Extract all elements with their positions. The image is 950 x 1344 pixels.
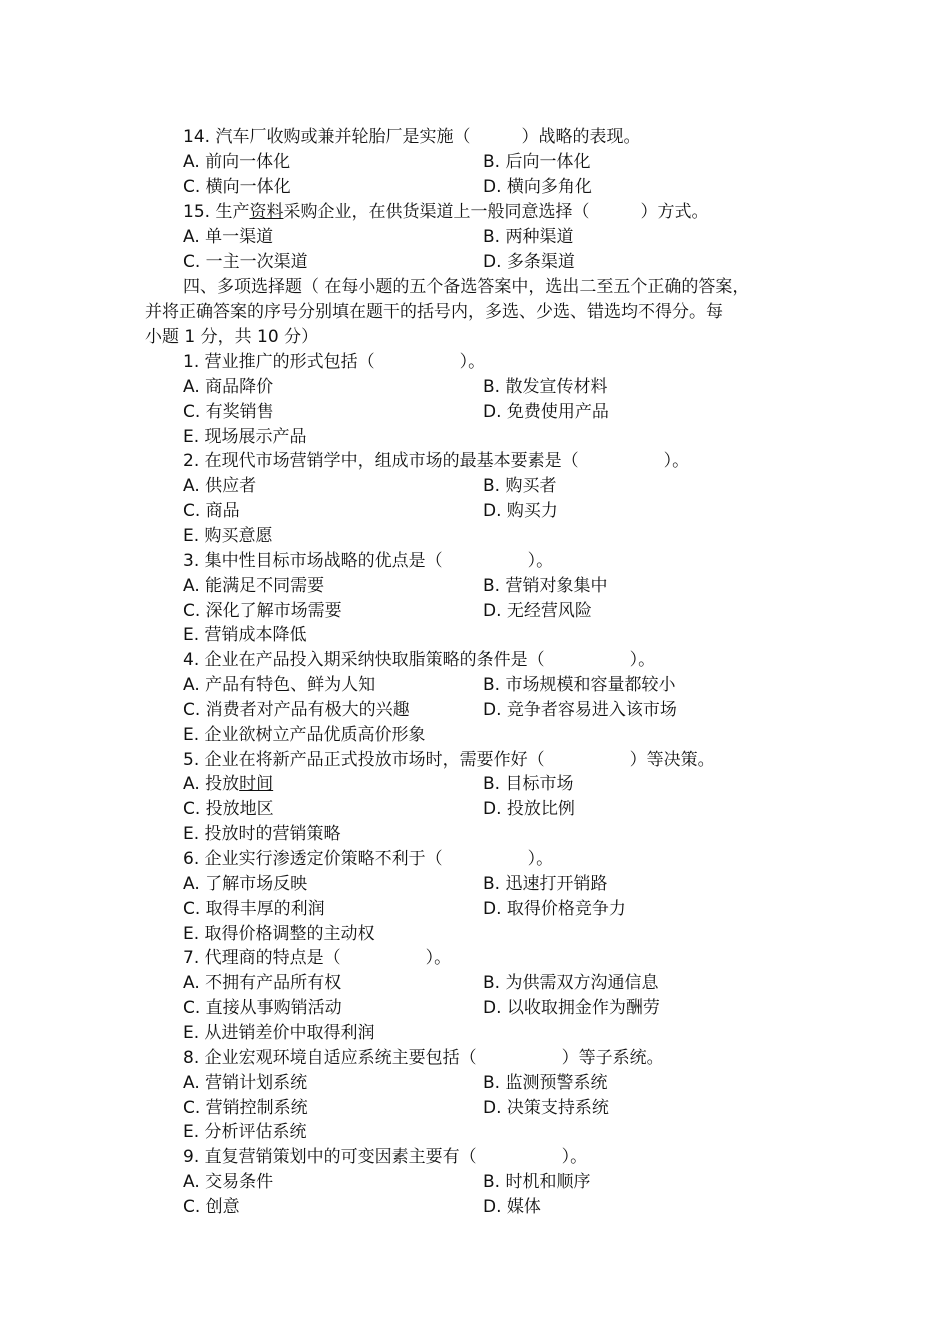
multi-question-3-option-d: D. 无经营风险 <box>483 600 592 621</box>
multi-question-5-option-e: E. 投放时的营销策略 <box>183 824 341 845</box>
multi-question-8-option-e: E. 分析评估系统 <box>183 1122 307 1143</box>
multi-question-9-option-a: A. 交易条件 <box>183 1172 274 1193</box>
multi-question-4-options-row <box>183 673 823 698</box>
multi-question-4-option-e: E. 企业欲树立产品优质高价形象 <box>183 724 426 745</box>
multi-question-1-options-row <box>183 425 823 450</box>
multi-question-2-option-d: D. 购买力 <box>483 501 558 522</box>
multi-question-4-options-row <box>183 723 823 748</box>
multi-question-2-option-c: C. 商品 <box>183 501 240 522</box>
multi-question-2-options-row <box>183 474 823 499</box>
section-4-heading-line-3: 小题 1 分，共 10 分） <box>145 327 319 347</box>
multi-question-8-options-row <box>183 1120 823 1145</box>
multi-question-1-options-row <box>183 400 823 425</box>
question-14-option-b: B. 后向一体化 <box>483 152 591 172</box>
multi-question-1-option-a: A. 商品降价 <box>183 376 274 397</box>
multi-question-3-options-row <box>183 599 823 624</box>
multi-question-5-options-row <box>183 797 823 822</box>
question-15-options-row-2 <box>183 250 823 275</box>
multi-question-6-option-b: B. 迅速打开销路 <box>483 873 608 894</box>
multi-question-7-options-row <box>183 1021 823 1046</box>
multi-question-6-option-d: D. 取得价格竞争力 <box>483 898 626 919</box>
multi-question-3-stem: 3. 集中性目标市场战略的优点是（ ）。 <box>183 550 554 571</box>
question-14-option-c: C. 横向一体化 <box>183 177 291 197</box>
multi-question-8-option-c: C. 营销控制系统 <box>183 1097 308 1118</box>
question-14-options-row-1 <box>183 150 823 175</box>
multi-question-2-options-row <box>183 524 823 549</box>
multi-question-9-option-b: B. 时机和顺序 <box>483 1172 591 1193</box>
question-14-options-row-2 <box>183 175 823 200</box>
multi-question-5-option-b: B. 目标市场 <box>483 774 574 795</box>
multi-question-5-option-c: C. 投放地区 <box>183 799 274 820</box>
question-15-stem <box>183 200 823 225</box>
multi-question-3-option-e: E. 营销成本降低 <box>183 625 307 646</box>
multi-question-8-option-a: A. 营销计划系统 <box>183 1072 308 1093</box>
question-15-option-a: A. 单一渠道 <box>183 227 274 247</box>
multi-question-3-option-b: B. 营销对象集中 <box>483 575 608 596</box>
multi-question-8-stem: 8. 企业宏观环境自适应系统主要包括（ ）等子系统。 <box>183 1047 664 1068</box>
multi-question-7-option-a: A. 不拥有产品所有权 <box>183 973 342 994</box>
multi-question-8-options-row <box>183 1096 823 1121</box>
multi-question-7-options-row <box>183 971 823 996</box>
multi-question-7-options-row <box>183 996 823 1021</box>
question-14-option-a: A. 前向一体化 <box>183 152 291 172</box>
multi-question-1-options-row <box>183 375 823 400</box>
question-15-stem-after: 采购企业，在供货渠道上一般同意选择（ ）方式。 <box>283 202 709 222</box>
multi-question-5-option-a: A. 投放时间 <box>183 774 274 795</box>
multi-question-7-option-e: E. 从进销差价中取得利润 <box>183 1022 375 1043</box>
multi-question-6-options-row <box>183 897 823 922</box>
multi-question-3-option-a: A. 能满足不同需要 <box>183 575 325 596</box>
multi-question-6-stem: 6. 企业实行渗透定价策略不利于（ ）。 <box>183 849 554 869</box>
multi-question-4-option-d: D. 竞争者容易进入该市场 <box>483 699 677 720</box>
multi-question-6-option-c: C. 取得丰厚的利润 <box>183 898 325 919</box>
multi-question-6-options-row <box>183 922 823 947</box>
multi-question-1-option-b: B. 散发宣传材料 <box>483 376 608 397</box>
multi-question-7-option-c: C. 直接从事购销活动 <box>183 998 342 1019</box>
multi-question-6-options-row <box>183 872 823 897</box>
multi-question-3-options-row <box>183 623 823 648</box>
question-15-option-d: D. 多条渠道 <box>483 252 575 272</box>
multi-question-9-options-row <box>183 1170 823 1195</box>
multi-question-5-option-d: D. 投放比例 <box>483 799 575 820</box>
multi-question-9-stem: 9. 直复营销策划中的可变因素主要有（ ）。 <box>183 1147 588 1168</box>
multi-question-5-options-row <box>183 772 823 797</box>
multi-question-2-options-row <box>183 499 823 524</box>
multi-question-1-option-d: D. 免费使用产品 <box>483 401 609 422</box>
multi-question-9-options-row <box>183 1195 823 1220</box>
question-15-stem-underlined: 资料 <box>249 202 284 222</box>
section-4-heading-line-2: 并将正确答案的序号分别填在题干的括号内，多选、少选、错选均不得分。每 <box>145 302 723 322</box>
question-14-option-d: D. 横向多角化 <box>483 177 592 197</box>
multi-question-6-option-a: A. 了解市场反映 <box>183 873 308 894</box>
multi-question-4-option-a: A. 产品有特色、鲜为人知 <box>183 675 376 696</box>
multi-question-4-option-b: B. 市场规模和容量都较小 <box>483 675 676 696</box>
multi-question-7-stem: 7. 代理商的特点是（ ）。 <box>183 948 452 969</box>
multi-question-1-option-c: C. 有奖销售 <box>183 401 274 422</box>
question-15-stem-before: 15. 生产 <box>183 202 250 222</box>
section-4-heading-line-1: 四、多项选择题（ 在每小题的五个备选答案中，选出二至五个正确的答案， <box>183 277 750 297</box>
multi-question-8-option-b: B. 监测预警系统 <box>483 1072 608 1093</box>
multi-question-4-stem: 4. 企业在产品投入期采纳快取脂策略的条件是（ ）。 <box>183 650 656 671</box>
multi-question-5-options-row <box>183 822 823 847</box>
multi-question-7-option-b: B. 为供需双方沟通信息 <box>483 973 659 994</box>
multi-question-2-option-a: A. 供应者 <box>183 476 257 497</box>
multi-question-2-option-b: B. 购买者 <box>483 476 557 497</box>
multi-question-8-option-d: D. 决策支持系统 <box>483 1097 609 1118</box>
multi-question-3-option-c: C. 深化了解市场需要 <box>183 600 342 621</box>
question-15-option-c: C. 一主一次渠道 <box>183 252 308 272</box>
multi-question-3-options-row <box>183 574 823 599</box>
multi-question-8-options-row <box>183 1071 823 1096</box>
multi-question-9-option-c: C. 创意 <box>183 1196 240 1217</box>
multi-question-2-option-e: E. 购买意愿 <box>183 525 273 546</box>
multi-question-1-stem: 1. 营业推广的形式包括（ ）。 <box>183 352 486 372</box>
question-14-stem: 14. 汽车厂收购或兼并轮胎厂是实施（ ）战略的表现。 <box>183 127 641 147</box>
question-15-options-row-1 <box>183 225 823 250</box>
multi-question-4-options-row <box>183 698 823 723</box>
multi-question-5-stem: 5. 企业在将新产品正式投放市场时，需要作好（ ）等决策。 <box>183 749 715 770</box>
multi-question-4-option-c: C. 消费者对产品有极大的兴趣 <box>183 699 410 720</box>
question-15-option-b: B. 两种渠道 <box>483 227 574 247</box>
multi-question-2-stem: 2. 在现代市场营销学中，组成市场的最基本要素是（ ）。 <box>183 451 690 472</box>
multi-question-6-option-e: E. 取得价格调整的主动权 <box>183 923 375 944</box>
multi-question-9-option-d: D. 媒体 <box>483 1196 541 1217</box>
multi-question-1-option-e: E. 现场展示产品 <box>183 426 307 447</box>
multi-question-7-option-d: D. 以收取拥金作为酬劳 <box>483 998 660 1019</box>
